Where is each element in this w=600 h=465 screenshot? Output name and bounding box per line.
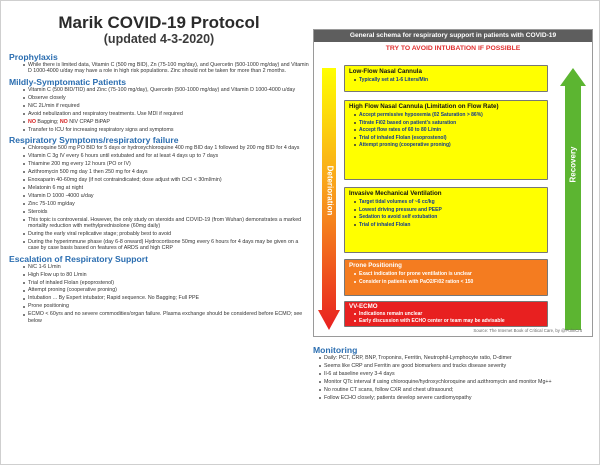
- monitoring-list: [319, 355, 597, 401]
- list-item-no-bagging: [23, 119, 309, 125]
- document-title: Marik COVID-19 Protocol: [58, 13, 260, 32]
- box-item: Attempt proning (cooperative proning): [354, 142, 543, 148]
- list-item: N/C 1-6 L/min: [23, 264, 309, 270]
- box-item: Titrate Fi02 based on patient's saturation: [354, 120, 543, 126]
- list-item: During the hyperimmune phase (day 6-8 onward) Hydrocortisone 50mg every 6 hours for 4 days may be given on a case by case basis based on features of ARDS and high CRP: [23, 239, 309, 252]
- list-item: Daily: PCT, CRP, BNP, Troponins, Ferritin, Neutrophil-Lymphocyte ratio, D-dimer: [319, 355, 597, 361]
- list-item: Chloroquine 500 mg PO BID for 5 days or hydroxychloroquine 400 mg BID day 1 followed by 200 mg BID for 4 days: [23, 145, 309, 151]
- section-heading-escalation: Escalation of Respiratory Support: [9, 253, 148, 264]
- document-subtitle: (updated 4-3-2020): [103, 32, 215, 46]
- list-item: Follow ECHO closely; patients develop severe cardiomyopathy: [319, 395, 597, 401]
- list-item: Melatonin 6 mg at night: [23, 185, 309, 191]
- list-item: Steroids: [23, 209, 309, 215]
- schema-header: General schema for respiratory support in patients with COVID-19: [314, 30, 592, 42]
- schema-warning: TRY TO AVOID INTUBATION IF POSSIBLE: [385, 45, 521, 52]
- box-item: Typically set at 1-6 Liters/Min: [354, 77, 543, 83]
- box-title: Low-Flow Nasal Cannula: [349, 68, 422, 75]
- low-flow-cannula-box: [344, 65, 548, 92]
- list-item: Vitamin C (500 BID/TID) and Zinc (75-100 mg/day), Quercetin (500-1000 mg/day) and Vitamin D 1000-4000 u/day: [23, 87, 309, 93]
- box-item: Consider in patients with PaO2/Fi02 ration < 150: [354, 279, 543, 285]
- mechanical-ventilation-box: [344, 187, 548, 253]
- high-flow-cannula-box: [344, 100, 548, 180]
- box-title: High Flow Nasal Cannula (Limitation on Flow Rate): [349, 103, 499, 110]
- box-item: Trial of inhaled Flolan: [354, 222, 543, 228]
- box-item: Trial of inhaled Flolan (esoprostenol): [354, 135, 543, 141]
- list-item: High Flow up to 80 L/min: [23, 272, 309, 278]
- deterioration-label: Deterioration: [325, 165, 335, 216]
- list-item: N/C 2L/min if required: [23, 103, 309, 109]
- vv-ecmo-box: [344, 301, 548, 327]
- box-title: Invasive Mechanical Ventilation: [349, 190, 442, 197]
- list-item: While there is limited data, Vitamin C (500 mg BID), Zn (75-100 mg/day), and Quercetin (500-1000 mg/day) and Vitamin D 1000-4000 u/day may have a role in high risk populations. Zinc should not be taken for more than 2 months.: [23, 62, 309, 75]
- section-heading-monitoring: Monitoring: [313, 345, 358, 355]
- list-item: Azithromycin 500 mg day 1 then 250 mg for 4 days: [23, 169, 309, 175]
- list-item: ECMO < 60yrs and no severe commodities/organ failure. Plasma exchange should be considered before ECMO; see below: [23, 311, 309, 324]
- list-item: Prone positioning: [23, 303, 309, 309]
- respiratory-support-schema: [313, 29, 593, 337]
- box-title: VV-ECMO: [349, 303, 378, 310]
- box-item: Accept permissive hypoxemia (02 Saturation > 86%): [354, 112, 543, 118]
- list-item: Intubation ... By Expert intubator; Rapid sequence. No Bagging; Full PPE: [23, 295, 309, 301]
- box-item: Target tidal volumes of ~6 cc/kg: [354, 199, 543, 205]
- box-item: Accept flow rates of 60 to 80 L/min: [354, 127, 543, 133]
- box-item: Early discussion with ECHO center or team may be advisable: [354, 318, 543, 324]
- section-heading-respiratory: Respiratory Symptoms/respiratory failure: [9, 134, 179, 145]
- list-item: Enoxaparin 40-60mg day (if not contraindicated; dose adjust with CrCl < 30ml/min): [23, 177, 309, 183]
- section-heading-prophylaxis: Prophylaxis: [9, 52, 58, 62]
- prophylaxis-list: [23, 62, 309, 75]
- escalation-list: [23, 264, 309, 325]
- recovery-arrow-icon: [560, 68, 586, 330]
- mild-list: [23, 87, 309, 133]
- list-item: Il-6 at baseline every 3-4 days: [319, 371, 597, 377]
- box-item: Indications remain unclear: [354, 311, 543, 317]
- schema-source: Source: The Internet Book of Critical Care, by @PulmCrit: [473, 328, 582, 333]
- box-item: Sedation to avoid self extubation: [354, 214, 543, 220]
- list-item: Vitamin D 1000 -4000 u/day: [23, 193, 309, 199]
- monitoring-section: [313, 343, 597, 403]
- box-item: Exact indication for prone ventilation is unclear: [354, 271, 543, 277]
- list-item: Trial of inhaled Flolan (epoprostenol): [23, 280, 309, 286]
- list-item: Transfer to ICU for increasing respiratory signs and symptoms: [23, 127, 309, 133]
- box-title: Prone Positioning: [349, 262, 402, 269]
- recovery-label: Recovery: [568, 146, 578, 183]
- list-item: Thiamine 200 mg every 12 hours (PO or IV): [23, 161, 309, 167]
- list-item: No routine CT scans, follow CXR and chest ultrasound;: [319, 387, 597, 393]
- protocol-column: [9, 7, 309, 462]
- list-item: Attempt proning (cooperative proning): [23, 287, 309, 293]
- no-emphasis: NO: [28, 118, 36, 125]
- list-item: Zinc 75-100 mg/day: [23, 201, 309, 207]
- list-item: This topic is controversial. However, the only study on steroids and COVID-19 (from Wuhan) demonstrates a marked mortality reduction with methylprednisolone (60mg daily): [23, 217, 309, 230]
- respiratory-list: [23, 145, 309, 252]
- no-bagging-text: NO Bagging; NO NIV CPAP BiPAP: [28, 118, 110, 125]
- list-item: Monitor QTc interval if using chloroquine/hydroxychloroquine and azithromycin and monitor Mg++: [319, 379, 597, 385]
- box-item: Lowest driving pressure and PEEP: [354, 207, 543, 213]
- list-item: During the early viral replicative stage; probably best to avoid: [23, 231, 309, 237]
- prone-positioning-box: [344, 259, 548, 296]
- list-item: Vitamin C 3g IV every 6 hours until extubated and for at least 4 days up to 7 days: [23, 153, 309, 159]
- list-item: Observe closely: [23, 95, 309, 101]
- list-item: Seems like CRP and Ferritin are good biomarkers and tracks disease severity: [319, 363, 597, 369]
- no-emphasis: NO: [59, 118, 68, 125]
- section-heading-mild: Mildly-Symptomatic Patients: [9, 76, 126, 87]
- list-item: Avoid nebulization and respiratory treatments. Use MDI if required: [23, 111, 309, 117]
